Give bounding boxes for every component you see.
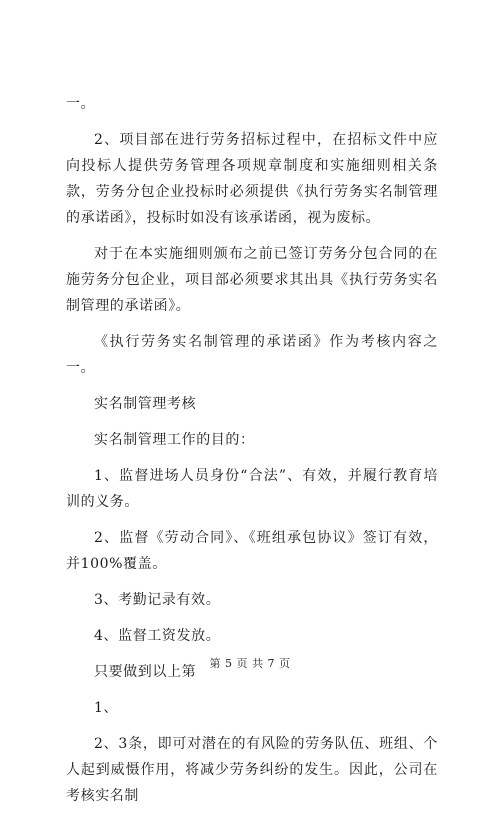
- paragraph-existing-contracts: 对于在本实施细则颁布之前已签订劳务分包合同的在施劳务分包企业，项目部必须要求其出具《执行劳务实名制管理的承诺函》。: [66, 246, 438, 314]
- section-heading-assessment: 实名制管理考核: [94, 396, 197, 412]
- paragraph-assessment-content: 《执行劳务实名制管理的承诺函》作为考核内容之一。: [66, 334, 438, 376]
- paragraph-only-if: 只要做到以上第: [94, 664, 197, 680]
- paragraph-fragment-1: 1、: [94, 700, 119, 716]
- paragraph-deterrence: 2、3条，即可对潜在的有风险的劳务队伍、班组、个人起到威慑作用，将减少劳务纠纷的发生。因此，公司在考核实名制: [66, 736, 438, 804]
- list-item-3: 3、考勤记录有效。: [94, 592, 221, 608]
- paragraph-purpose-intro: 实名制管理工作的目的：: [94, 432, 255, 448]
- page-footer: 第 5 页 共 7 页: [209, 657, 291, 670]
- list-item-2: 2、监督《劳动合同》、《班组承包协议》签订有效，并100%覆盖。: [66, 530, 438, 572]
- paragraph-continuation: 一。: [66, 96, 96, 112]
- list-item-4: 4、监督工资发放。: [94, 628, 221, 644]
- list-item-1: 1、监督进场人员身份“合法”、有效，并履行教育培训的义务。: [66, 468, 438, 510]
- paragraph-bidding-requirement: 2、项目部在进行劳务招标过程中，在招标文件中应向投标人提供劳务管理各项规章制度和实施细则相关条款，劳务分包企业投标时必须提供《执行劳务实名制管理的承诺函》，投标时如没有该承诺函，视为废标。: [66, 132, 438, 226]
- document-body: [66, 91, 438, 819]
